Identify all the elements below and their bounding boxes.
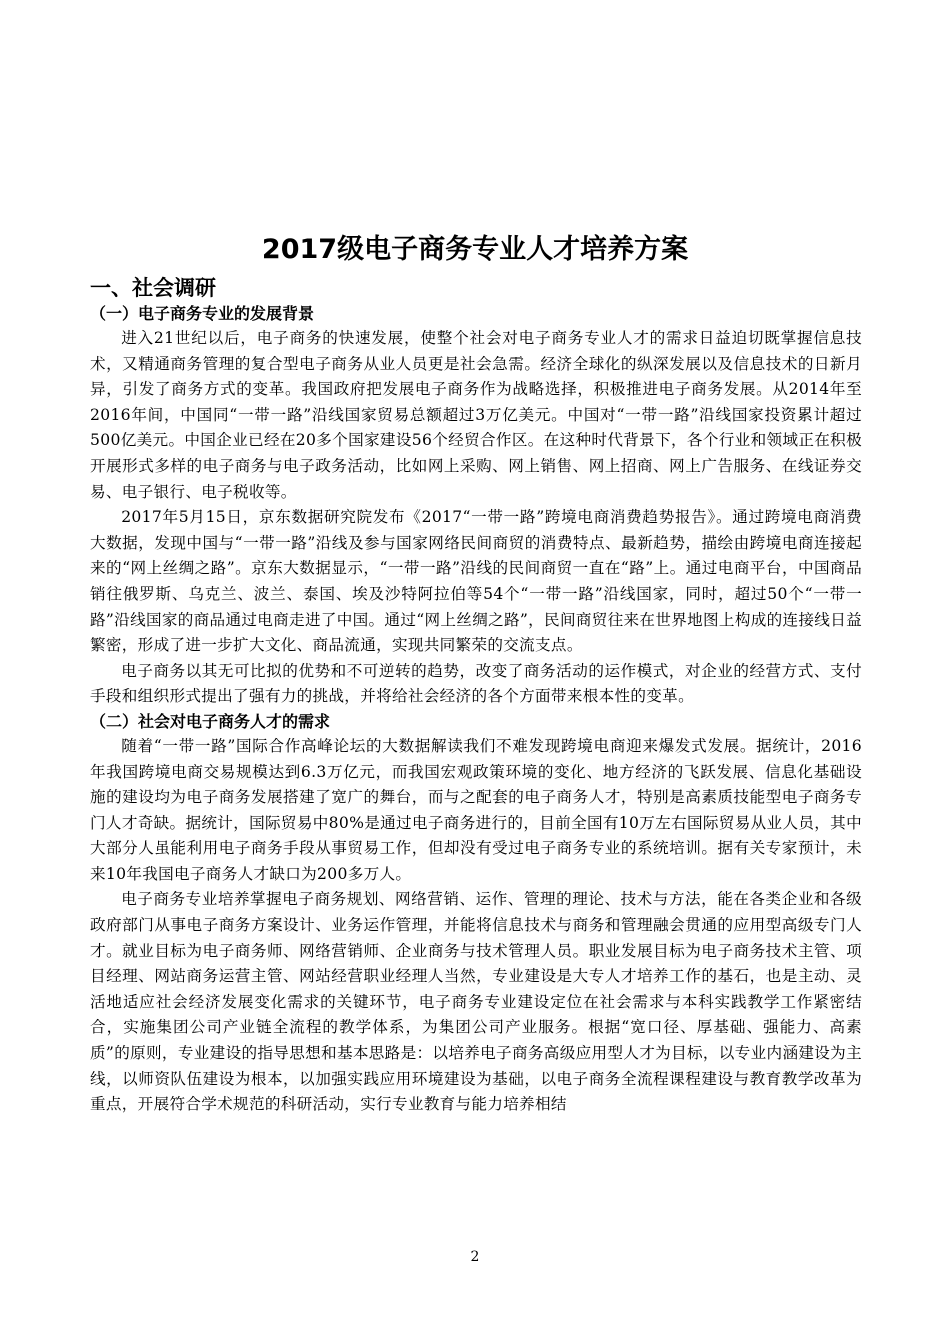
paragraph: 2017年5月15日，京东数据研究院发布《2017“一带一路”跨境电商消费趋势报告》。通过跨境电商消费大数据，发现中国与“一带一路”沿线及参与国家网络民间商贸的消费特点、最新趋势，描绘由跨境电商连接起来的“网上丝绸之路”。京东大数据显示，“一带一路”沿线的民间商贸一直在“路”上。通过电商平台，中国商品销往俄罗斯、乌克兰、波兰、泰国、埃及沙特阿拉伯等54个“一带一路”沿线国家，同时，超过50个“一带一路”沿线国家的商品通过电商走进了中国。通过“网上丝绸之路”，民间商贸往来在世界地图上构成的连接线日益繁密，形成了进一步扩大文化、商品流通，实现共同繁荣的交流支点。 <box>90 508 862 655</box>
page-number: 2 <box>470 1249 480 1265</box>
paragraph: 进入21世纪以后，电子商务的快速发展，使整个社会对电子商务专业人才的需求日益迫切既掌握信息技术，又精通商务管理的复合型电子商务从业人员更是社会急需。经济全球化的纵深发展以及信息技术的日新月异，引发了商务方式的变革。我国政府把发展电子商务作为战略选择，积极推进电子商务发展。从2014年至2016年间，中国同“一带一路”沿线国家贸易总额超过3万亿美元。中国对“一带一路”沿线国家投资累计超过500亿美元。中国企业已经在20多个国家建设56个经贸合作区。在这种时代背景下，各个行业和领域正在积极开展形式多样的电子商务与电子政务活动，比如网上采购、网上销售、网上招商、网上广告服务、在线证券交易、电子银行、电子税收等。 <box>90 329 862 501</box>
document-body <box>90 274 862 1118</box>
subsection-heading-talent-demand: （二）社会对电子商务人才的需求 <box>90 711 331 731</box>
paragraph: 电子商务以其无可比拟的优势和不可逆转的趋势，改变了商务活动的运作模式，对企业的经营方式、支付手段和组织形式提出了强有力的挑战，并将给社会经济的各个方面带来根本性的变革。 <box>90 661 862 706</box>
paragraph: 电子商务专业培养掌握电子商务规划、网络营销、运作、管理的理论、技术与方法，能在各类企业和各级政府部门从事电子商务方案设计、业务运作管理，并能将信息技术与商务和管理融会贯通的应用型高级专门人才。就业目标为电子商务师、网络营销师、企业商务与技术管理人员。职业发展目标为电子商务技术主管、项目经理、网站商务运营主管、网站经营职业经理人当然，专业建设是大专人才培养工作的基石，也是主动、灵活地适应社会经济发展变化需求的关键环节，电子商务专业建设定位在社会需求与本科实践教学工作紧密结合，实施集团公司产业链全流程的教学体系，为集团公司产业服务。根据“宽口径、厚基础、强能力、高素质”的原则，专业建设的指导思想和基本思路是：以培养电子商务高级应用型人才为目标，以专业内涵建设为主线，以师资队伍建设为根本，以加强实践应用环境建设为基础，以电子商务全流程课程建设与教育教学改革为重点，开展符合学术规范的科研活动，实行专业教育与能力培养相结 <box>90 890 862 1114</box>
section-heading-social-research: 一、社会调研 <box>90 276 216 300</box>
subsection-heading-development-background: （一）电子商务专业的发展背景 <box>90 304 315 323</box>
paragraph: 随着“一带一路”国际合作高峰论坛的大数据解读我们不难发现跨境电商迎来爆发式发展。据统计，2016年我国跨境电商交易规模达到6.3万亿元，而我国宏观政策环境的变化、地方经济的飞跃发展、信息化基础设施的建设均为电子商务发展搭建了宽广的舞台，而与之配套的电子商务人才，特别是高素质技能型电子商务专门人才奇缺。据统计，国际贸易中80%是通过电子商务进行的，目前全国有10万左右国际贸易从业人员，其中大部分人虽能利用电子商务手段从事贸易工作，但却没有受过电子商务专业的系统培训。据有关专家预计，未来10年我国电子商务人才缺口为200多万人。 <box>90 736 862 883</box>
document-title: 2017级电子商务专业人才培养方案 <box>261 234 689 265</box>
